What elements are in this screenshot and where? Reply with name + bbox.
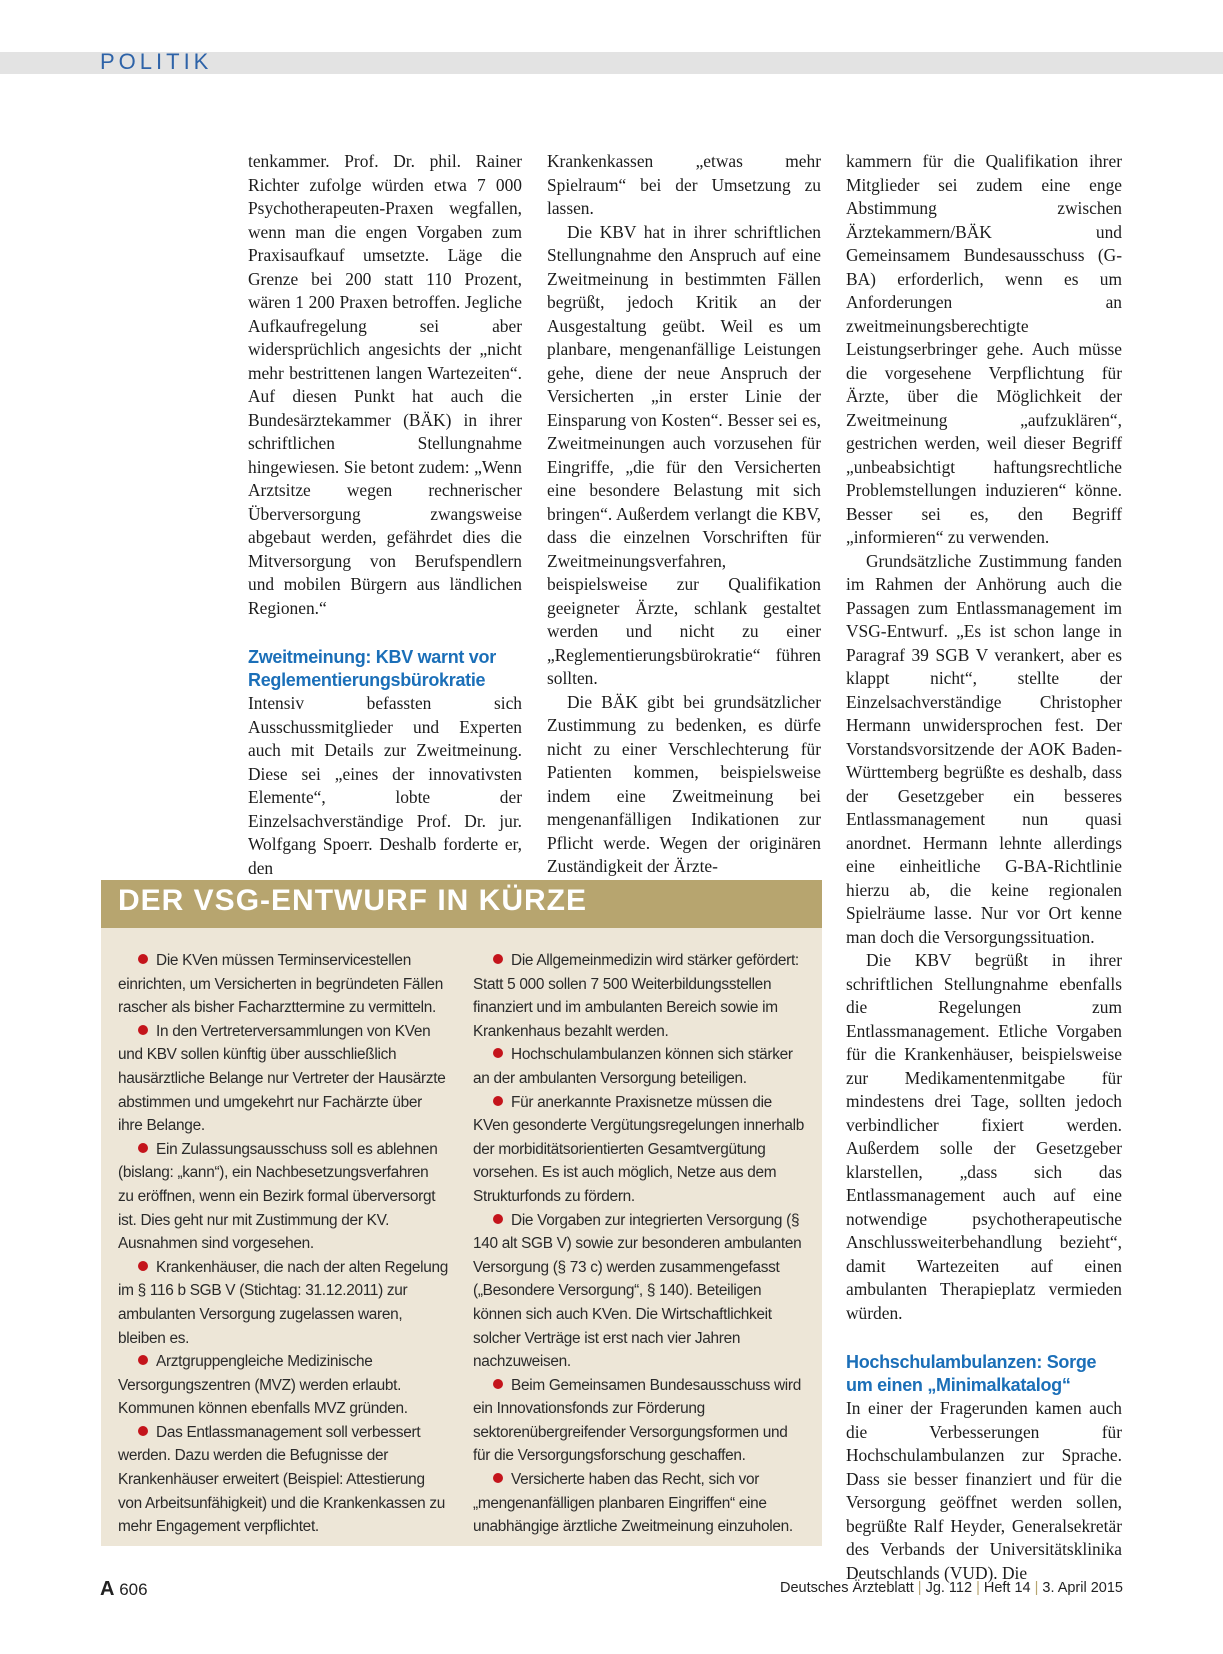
- page-prefix: A: [100, 1578, 115, 1600]
- paragraph: Die KBV begrüßt in ihrer schriftlichen Stellungnahme ebenfalls die Regelungen zum Entlassmanagement. Etliche Vorgaben für die Krankenhäuser, beispielsweise zur Medikamentenmitgabe für mindestens drei Tage, sollten jedoch verbindlicher fixiert werden. Außerdem solle der Gesetzgeber klarstellen, „dass sich das Entlassmanagement auch auf eine notwendige psychotherapeutische Anschlussweiterbehandlung bezieht“, damit Wartezeiten auf einen ambulanten Therapieplatz vermieden würden.: [846, 950, 1122, 1323]
- bullet-icon: [493, 1379, 503, 1389]
- bullet-item: Beim Gemeinsamen Bundesausschuss wird ein Innovationsfonds zur Förderung sektorenübergreifender Versorgungsformen und für die Versorgungsforschung geschaffen.: [473, 1376, 802, 1465]
- bullet-item: Hochschulambulanzen können sich stärker an der ambulanten Versorgung beteiligen.: [473, 1046, 793, 1087]
- bullet-icon: [138, 1143, 148, 1153]
- bullet-item: Arztgruppengleiche Medizinische Versorgungszentren (MVZ) werden erlaubt. Kommunen können ebenfalls MVZ gründen.: [118, 1353, 408, 1418]
- bullet-icon: [138, 954, 148, 964]
- bullet-icon: [138, 1426, 148, 1436]
- paragraph: Die KBV hat in ihrer schriftlichen Stellungnahme den Anspruch auf eine Zweitmeinung in bestimmten Fällen begrüßt, jedoch Kritik an der Ausgestaltung geübt. Weil es um planbare, mengenanfällige Leistungen gehe, diene der neue Anspruch der Versicherten „in erster Linie der Einsparung von Kosten“. Besser sei es, Zweitmeinungen auch vorzusehen für Eingriffe, „die für den Versicherten eine besondere Belastung mit sich bringen“. Außerdem verlangt die KBV, dass die einzelnen Vorschriften für Zweitmeinungsverfahren, beispielsweise zur Qualifikation geeigneter Ärzte, schlank gestaltet werden und nicht zu einer „Reglementierungsbürokratie“ führen sollten.: [547, 221, 821, 688]
- bullet-icon: [493, 1048, 503, 1058]
- paragraph: Intensiv befassten sich Ausschussmitglieder und Experten auch mit Details zur Zweitmeinung. Diese sei „eines der innovativsten Elemente“, lobte der Einzelsachverständige Prof. Dr. jur. Wolfgang Spoerr. Deshalb forderte er, den: [248, 693, 522, 878]
- bullet-icon: [138, 1261, 148, 1271]
- bullet-item: Krankenhäuser, die nach der alten Regelung im § 116 b SGB V (Stichtag: 31.12.2011) zur ambulanten Versorgung zugelassen waren, bleiben es.: [118, 1258, 449, 1347]
- bullet-item: Das Entlassmanagement soll verbessert werden. Dazu werden die Befugnisse der Krankenhäuser erweitert (Beispiel: Attestierung von Arbeitsunfähigkeit) und die Krankenkassen zu mehr Engagement verpflichtet.: [118, 1423, 445, 1536]
- paragraph: Krankenkassen „etwas mehr Spielraum“ bei der Umsetzung zu lassen.: [547, 151, 821, 218]
- bullet-item: In den Vertreterversammlungen von KVen und KBV sollen künftig über ausschließlich hausärztliche Belange nur Vertreter der Hausärzte abstimmen und umgekehrt nur Fachärzte über ihre Belange.: [118, 1022, 446, 1135]
- infobox-title: DER VSG-ENTWURF IN KÜRZE: [118, 884, 587, 917]
- subheading: Hochschulambulanzen: Sorge um einen „Minimalkatalog“: [846, 1352, 1097, 1395]
- footer-citation: [780, 1580, 1123, 1596]
- article-column-3: [846, 150, 1122, 1585]
- bullet-item: Die KVen müssen Terminservicestellen einrichten, um Versicherten in begründeten Fällen rascher als bisher Facharzttermine zu vermitteln.: [118, 952, 443, 1017]
- bullet-item: Die Allgemeinmedizin wird stärker gefördert: Statt 5 000 sollen 7 500 Weiterbildungsstellen finanziert und im ambulanten Bereich sowie im Krankenhaus bezahlt werden.: [473, 952, 799, 1040]
- bullet-item: Ein Zulassungsausschuss soll es ablehnen (bislang: „kann“), ein Nachbesetzungsverfahren zu eröffnen, wenn ein Bezirk formal überversorgt ist. Dies geht nur mit Zustimmung der KV. Ausnahmen sind vorgesehen.: [118, 1140, 438, 1253]
- subheading: Zweitmeinung: KBV warnt vor Reglementierungsbürokratie: [248, 647, 496, 690]
- paragraph: Die BÄK gibt bei grundsätzlicher Zustimmung zu bedenken, es dürfe nicht zu einer Verschlechterung für Patienten kommen, beispielsweise indem eine Zweitmeinung bei mengenanfälligen Indikationen zur Pflicht werde. Wegen der originären Zuständigkeit der Ärzte-: [547, 691, 821, 876]
- page-number-value: 606: [119, 1580, 148, 1599]
- article-column-2: [547, 150, 821, 879]
- bullet-icon: [493, 954, 503, 964]
- paragraph: Grundsätzliche Zustimmung fanden im Rahmen der Anhörung auch die Passagen zum Entlassmanagement im VSG-Entwurf. „Es ist schon lange in Paragraf 39 SGB V verankert, aber es klappt nicht“, stellte der Einzelsachverständige Christopher Hermann unwidersprochen fest. Der Vorstandsvorsitzende der AOK Baden-Württemberg begrüßte es deshalb, dass der Gesetzgeber ein besseres Entlassmanagement nun quasi anordnet. Hermann lehnte allerdings eine einheitliche G-BA-Richtlinie hierzu ab, die keine regionalen Spielräume lasse. Nur vor Ort kenne man doch die Versorgungssituation.: [846, 550, 1122, 947]
- separator: |: [917, 1580, 922, 1596]
- bullet-item: Versicherte haben das Recht, sich vor „mengenanfälligen planbaren Eingriffen“ eine unabhängige ärztliche Zweitmeinung einzuholen.: [473, 1471, 793, 1536]
- infobox-column-right: [473, 949, 805, 1539]
- journal-name: Deutsches Ärzteblatt: [779, 1580, 914, 1596]
- bullet-item: Die Vorgaben zur integrierten Versorgung (§ 140 alt SGB V) sowie zur besonderen ambulanten Versorgung (§ 73 c) werden zusammengefasst („Besondere Versorgung“, § 140). Beteiligen können sich auch KVen. Die Wirtschaftlichkeit solcher Verträge ist erst nach vier Jahren nachzuweisen.: [473, 1211, 802, 1371]
- paragraph: In einer der Fragerunden kamen auch die Verbesserungen für Hochschulambulanzen zur Sprache. Dass sie besser finanziert und für die Versorgung geöffnet werden sollen, begrüßte Ralf Heyder, Generalsekretär des Verbands der Universitätsklinika Deutschlands (VUD). Die: [846, 1398, 1122, 1583]
- infobox-column-left: [118, 949, 448, 1539]
- bullet-icon: [493, 1473, 503, 1483]
- section-label: POLITIK: [100, 49, 213, 74]
- page-number: [100, 1578, 148, 1601]
- issue-date: 3. April 2015: [1042, 1580, 1123, 1596]
- bullet-icon: [138, 1355, 148, 1365]
- bullet-item: Für anerkannte Praxisnetze müssen die KVen gesonderte Vergütungsregelungen innerhalb der morbiditätsorientierten Gesamtvergütung vorsehen. Es ist auch möglich, Netze aus dem Strukturfonds zu fördern.: [473, 1093, 805, 1205]
- paragraph: tenkammer. Prof. Dr. phil. Rainer Richter zufolge würden etwa 7 000 Psychotherapeuten-Praxen wegfallen, wenn man die engen Vorgaben zum Praxisaufkauf umsetzte. Läge die Grenze bei 200 statt 110 Prozent, wären 1 200 Praxen betroffen. Jegliche Aufkaufregelung sei aber widersprüchlich angesichts der „nicht mehr bestrittenen langen Wartezeiten“. Auf diesen Punkt hat auch die Bundesärztekammer (BÄK) in ihrer schriftlichen Stellungnahme hingewiesen. Sie betont zudem: „Wenn Arztsitze wegen rechnerischer Überversorgung zwangsweise abgebaut werden, gefährdet dies die Mitversorgung von Berufspendlern und mobilen Bürgern aus ländlichen Regionen.“: [248, 151, 522, 618]
- separator: |: [976, 1580, 980, 1596]
- paragraph: kammern für die Qualifikation ihrer Mitglieder sei zudem eine enge Abstimmung zwischen Ärztekammern/BÄK und Gemeinsamem Bundesausschuss (G-BA) erforderlich, wenn es um Anforderungen an zweitmeinungsberechtigte Leistungserbringer gehe. Auch müsse die vorgesehene Verpflichtung für Ärzte, über die Möglichkeit der Zweitmeinung „aufzuklären“, gestrichen werden, weil dieser Begriff „unbeabsichtigt haftungsrechtliche Problemstellungen induzieren“ könne. Besser sei es, den Begriff „informieren“ zu verwenden.: [846, 151, 1122, 547]
- bullet-icon: [138, 1025, 148, 1035]
- article-column-1: [248, 150, 522, 880]
- volume: Jg. 112: [925, 1580, 973, 1596]
- bullet-icon: [493, 1214, 503, 1224]
- separator: |: [1034, 1580, 1039, 1596]
- bullet-icon: [493, 1096, 503, 1106]
- issue: Heft 14: [983, 1580, 1031, 1596]
